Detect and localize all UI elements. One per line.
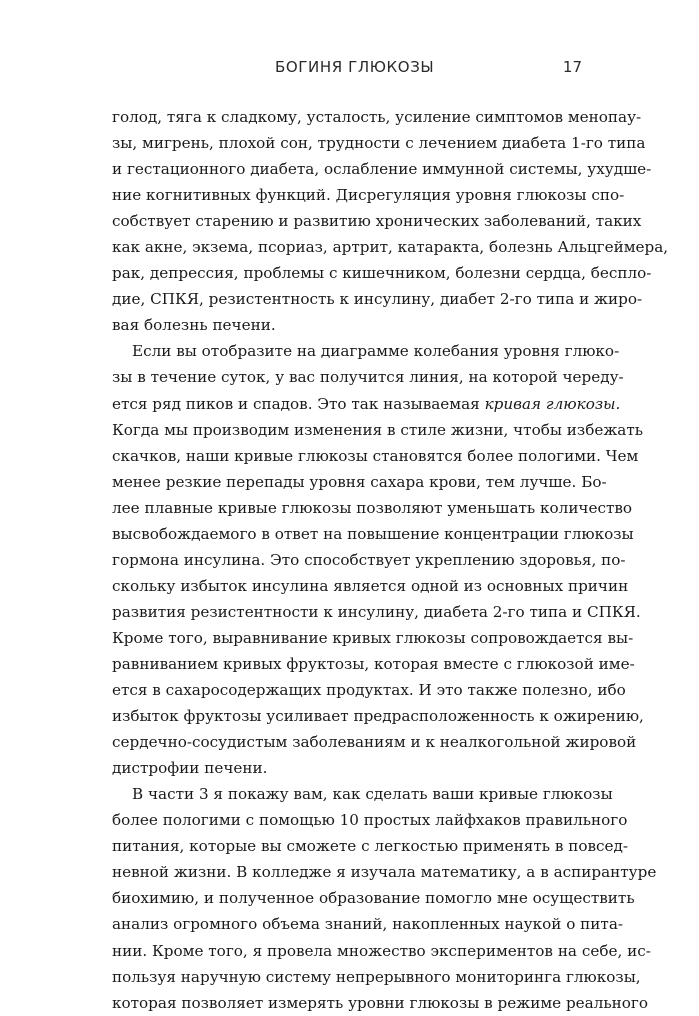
text-line: ется в сахаросодержащих продуктах. И это также полезно, ибо xyxy=(112,681,626,700)
text-line: Кроме того, выравнивание кривых глюкозы сопровождается вы- xyxy=(112,628,634,647)
text-line: невной жизни. В колледже я изучала математику, а в аспирантуре xyxy=(112,863,657,882)
text-line: избыток фруктозы усиливает предрасположенность к ожирению, xyxy=(112,707,644,726)
italic-term: кривая глюкозы. xyxy=(484,394,621,413)
text-line: более пологими с помощью 10 простых лайфхаков правильного xyxy=(112,811,628,830)
paragraph-1 xyxy=(112,104,669,338)
text-line: высвобождаемого в ответ на повышение концентрации глюкозы xyxy=(112,524,634,543)
paragraph-2 xyxy=(112,338,644,781)
text-line-with-emphasis xyxy=(112,391,621,417)
paragraph-3 xyxy=(112,781,657,1015)
text-line: зы в течение суток, у вас получится линия, на которой череду- xyxy=(112,368,624,387)
text-segment: ется ряд пиков и спадов. Это так называемая xyxy=(112,394,485,413)
text-line: дистрофии печени. xyxy=(112,759,268,778)
text-line: Если вы отобразите на диаграмме колебания уровня глюко- xyxy=(132,342,620,361)
text-line: менее резкие перепады уровня сахара крови, тем лучше. Бо- xyxy=(112,472,607,491)
text-line: нии. Кроме того, я провела множество экспериментов на себе, ис- xyxy=(112,941,651,960)
text-line: вая болезнь печени. xyxy=(112,316,276,335)
text-line: как акне, экзема, псориаз, артрит, катаракта, болезнь Альцгеймера, xyxy=(112,238,669,257)
text-line: которая позволяет измерять уровни глюкозы в режиме реального xyxy=(112,993,649,1012)
text-line: лее плавные кривые глюкозы позволяют уменьшать количество xyxy=(112,498,633,517)
text-line: гормона инсулина. Это способствует укреплению здоровья, по- xyxy=(112,550,626,569)
text-line: биохимию, и полученное образование помогло мне осуществить xyxy=(112,889,635,908)
text-line: равниванием кривых фруктозы, которая вместе с глюкозой име- xyxy=(112,654,635,673)
text-line: и гестационного диабета, ослабление иммунной системы, ухудше- xyxy=(112,160,652,179)
text-line: пользуя наручную систему непрерывного мониторинга глюкозы, xyxy=(112,967,641,986)
text-line: питания, которые вы сможете с легкостью применять в повсед- xyxy=(112,837,629,856)
text-line: сердечно-сосудистым заболеваниям и к неалкогольной жировой xyxy=(112,733,637,752)
text-line: скачков, наши кривые глюкозы становятся более пологими. Чем xyxy=(112,446,639,465)
text-line: собствует старению и развитию хронических заболеваний, таких xyxy=(112,212,642,231)
text-line: голод, тяга к сладкому, усталость, усиление симптомов менопау- xyxy=(112,108,642,126)
page-number: 17 xyxy=(562,58,582,76)
text-line: рак, депрессия, проблемы с кишечником, болезни сердца, бесплo- xyxy=(112,264,652,283)
text-line: скольку избыток инсулина является одной из основных причин xyxy=(112,576,629,595)
text-line: зы, мигрень, плохой сон, трудности с лечением диабета 1-го типа xyxy=(112,134,646,153)
page-body xyxy=(112,104,669,1016)
text-line: ние когнитивных функций. Дисрегуляция уровня глюкозы спо- xyxy=(112,186,625,205)
text-line: развития резистентности к инсулину, диабета 2-го типа и СПКЯ. xyxy=(112,602,641,621)
running-header xyxy=(112,58,582,80)
text-line: анализ огромного объема знаний, накопленных наукой о пита- xyxy=(112,915,624,934)
text-line: Когда мы производим изменения в стиле жизни, чтобы избежать xyxy=(112,420,644,439)
running-title: БОГИНЯ ГЛЮКОЗЫ xyxy=(275,58,435,76)
text-line: дие, СПКЯ, резистентность к инсулину, диабет 2-го типа и жиро- xyxy=(112,290,643,309)
text-line: В части 3 я покажу вам, как сделать ваши кривые глюкозы xyxy=(132,785,613,804)
